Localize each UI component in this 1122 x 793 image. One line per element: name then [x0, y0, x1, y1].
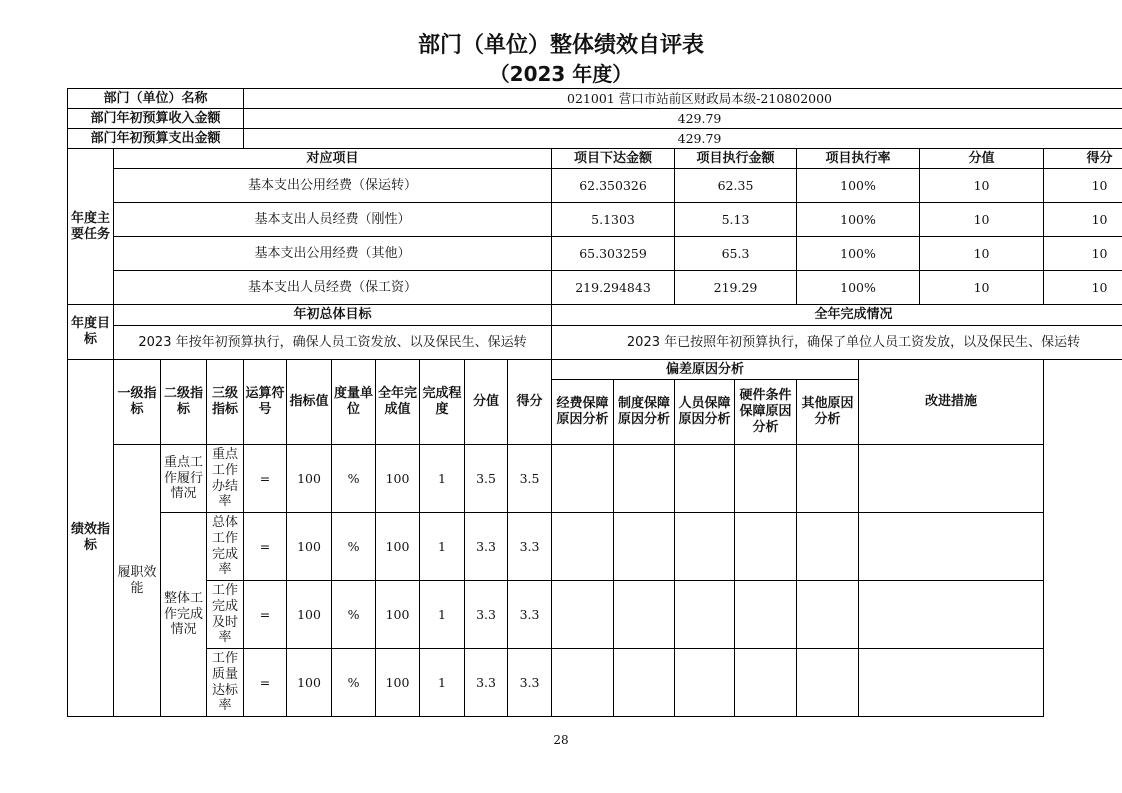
dev-staff-cell — [675, 445, 735, 513]
dev-staff-cell — [675, 649, 735, 717]
task-allocated: 65.303259 — [552, 237, 675, 271]
header-deviation: 偏差原因分析 — [552, 360, 859, 380]
page-subtitle: （2023 年度） — [489, 62, 633, 86]
header-dev-system: 制度保障原因分析 — [614, 380, 675, 445]
goals-completion-text: 2023 年已按照年初预算执行，确保了单位人员工资发放，以及保民生、保运转 — [552, 326, 1122, 360]
dev-funding-cell — [552, 445, 614, 513]
task-row — [68, 271, 1122, 305]
goals-completion-header: 全年完成情况 — [552, 305, 1122, 326]
goals-initial-header: 年初总体目标 — [114, 305, 552, 326]
degree-value: 1 — [420, 581, 465, 649]
dev-funding-cell — [552, 649, 614, 717]
task-rate: 100% — [797, 237, 920, 271]
task-score: 10 — [1044, 203, 1122, 237]
performance-section-label: 绩效指标 — [68, 360, 114, 717]
dev-hardware-cell — [735, 445, 797, 513]
task-item: 基本支出公用经费（保运转） — [114, 169, 552, 203]
task-allocated: 62.350326 — [552, 169, 675, 203]
tasks-header-executed: 项目执行金额 — [675, 149, 797, 169]
task-rate: 100% — [797, 169, 920, 203]
dev-hardware-cell — [735, 581, 797, 649]
header-dev-hardware: 硬件条件保障原因分析 — [735, 380, 797, 445]
task-executed: 62.35 — [675, 169, 797, 203]
task-allocated: 5.1303 — [552, 203, 675, 237]
tasks-header-rate: 项目执行率 — [797, 149, 920, 169]
score-value-cell: 3.3 — [465, 649, 508, 717]
unit-value: % — [332, 581, 376, 649]
header-unit: 度量单位 — [332, 360, 376, 445]
task-score: 10 — [1044, 271, 1122, 305]
income-label: 部门年初预算收入金额 — [68, 109, 244, 129]
dev-other-cell — [797, 445, 859, 513]
expense-value: 429.79 — [244, 129, 1122, 149]
header-improve: 改进措施 — [859, 360, 1044, 445]
annual-value: 100 — [376, 513, 420, 581]
header-level1: 一级指标 — [114, 360, 161, 445]
operator-value: = — [244, 649, 287, 717]
dev-funding-cell — [552, 513, 614, 581]
dept-name-value: 021001 营口市站前区财政局本级-210802000 — [244, 89, 1122, 109]
task-executed: 219.29 — [675, 271, 797, 305]
unit-value: % — [332, 649, 376, 717]
header-dev-funding: 经费保障原因分析 — [552, 380, 614, 445]
operator-value: = — [244, 445, 287, 513]
task-rate: 100% — [797, 203, 920, 237]
score-value-cell: 3.3 — [465, 581, 508, 649]
operator-value: = — [244, 513, 287, 581]
score-value-cell: 3.3 — [465, 513, 508, 581]
indicator-row — [68, 513, 1122, 581]
score-value-cell: 3.5 — [465, 445, 508, 513]
task-item: 基本支出人员经费（刚性） — [114, 203, 552, 237]
task-score: 10 — [1044, 169, 1122, 203]
income-value: 429.79 — [244, 109, 1122, 129]
task-row — [68, 237, 1122, 271]
level1-value: 履职效能 — [114, 445, 161, 717]
dev-system-cell — [614, 513, 675, 581]
indicator-row — [68, 445, 1122, 513]
level3-value: 工作完成及时率 — [212, 582, 239, 646]
header-target: 指标值 — [287, 360, 332, 445]
header-degree: 完成程度 — [420, 360, 465, 445]
level3-value: 工作质量达标率 — [212, 650, 239, 714]
improve-cell — [859, 513, 1044, 581]
annual-value: 100 — [376, 581, 420, 649]
indicator-row — [68, 649, 1122, 717]
level2-value: 整体工作完成情况 — [161, 513, 207, 717]
task-row — [68, 203, 1122, 237]
task-score-value: 10 — [920, 203, 1044, 237]
target-value: 100 — [287, 581, 332, 649]
improve-cell — [859, 581, 1044, 649]
level2-value: 重点工作履行情况 — [161, 445, 207, 513]
score-cell: 3.3 — [508, 581, 552, 649]
level3-value: 重点工作办结率 — [212, 446, 239, 510]
goals-initial-text: 2023 年按年初预算执行，确保人员工资发放、以及保民生、保运转 — [114, 326, 552, 360]
page-title: 部门（单位）整体绩效自评表 — [417, 33, 704, 58]
improve-cell — [859, 649, 1044, 717]
annual-value: 100 — [376, 445, 420, 513]
score-cell: 3.3 — [508, 649, 552, 717]
header-level3: 三级指标 — [207, 360, 244, 445]
goals-section-label: 年度目标 — [68, 305, 114, 360]
dept-name-label: 部门（单位）名称 — [68, 89, 244, 109]
target-value: 100 — [287, 649, 332, 717]
tasks-header-item: 对应项目 — [114, 149, 552, 169]
tasks-section-label: 年度主要任务 — [68, 149, 114, 305]
header-score: 得分 — [508, 360, 552, 445]
dev-hardware-cell — [735, 649, 797, 717]
degree-value: 1 — [420, 513, 465, 581]
tasks-header-allocated: 项目下达金额 — [552, 149, 675, 169]
degree-value: 1 — [420, 445, 465, 513]
score-cell: 3.3 — [508, 513, 552, 581]
task-item: 基本支出人员经费（保工资） — [114, 271, 552, 305]
unit-value: % — [332, 513, 376, 581]
expense-label: 部门年初预算支出金额 — [68, 129, 244, 149]
dev-hardware-cell — [735, 513, 797, 581]
header-annual: 全年完成值 — [376, 360, 420, 445]
header-dev-staff: 人员保障原因分析 — [675, 380, 735, 445]
task-score-value: 10 — [920, 271, 1044, 305]
annual-value: 100 — [376, 649, 420, 717]
target-value: 100 — [287, 513, 332, 581]
task-executed: 5.13 — [675, 203, 797, 237]
header-operator: 运算符号 — [244, 360, 287, 445]
dev-funding-cell — [552, 581, 614, 649]
task-row — [68, 169, 1122, 203]
task-score: 10 — [1044, 237, 1122, 271]
task-score-value: 10 — [920, 237, 1044, 271]
dev-other-cell — [797, 513, 859, 581]
task-score-value: 10 — [920, 169, 1044, 203]
operator-value: = — [244, 581, 287, 649]
target-value: 100 — [287, 445, 332, 513]
dev-other-cell — [797, 649, 859, 717]
self-evaluation-table — [67, 88, 1122, 717]
dev-system-cell — [614, 581, 675, 649]
header-score-value: 分值 — [465, 360, 508, 445]
header-level2: 二级指标 — [161, 360, 207, 445]
dev-system-cell — [614, 649, 675, 717]
task-rate: 100% — [797, 271, 920, 305]
dev-other-cell — [797, 581, 859, 649]
task-executed: 65.3 — [675, 237, 797, 271]
dev-staff-cell — [675, 513, 735, 581]
unit-value: % — [332, 445, 376, 513]
header-dev-other: 其他原因分析 — [797, 380, 859, 445]
task-item: 基本支出公用经费（其他） — [114, 237, 552, 271]
tasks-header-score-value: 分值 — [920, 149, 1044, 169]
tasks-header-score: 得分 — [1044, 149, 1122, 169]
page-number: 28 — [553, 733, 569, 747]
dev-system-cell — [614, 445, 675, 513]
indicator-row — [68, 581, 1122, 649]
degree-value: 1 — [420, 649, 465, 717]
task-allocated: 219.294843 — [552, 271, 675, 305]
score-cell: 3.5 — [508, 445, 552, 513]
level3-value: 总体工作完成率 — [212, 514, 239, 578]
improve-cell — [859, 445, 1044, 513]
dev-staff-cell — [675, 581, 735, 649]
